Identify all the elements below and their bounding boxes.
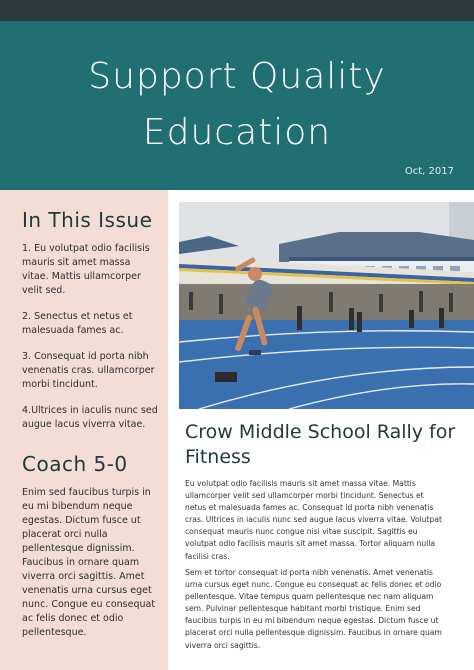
issue-item: 2. Senectus et netus et malesuada fames ac. (22, 311, 133, 336)
article-paragraph-1: Eu volutpat odio facilisis mauris sit amet massa vitae. Mattis ullamcorper velit sed ullamcorper morbi tincidunt. Senectus et netus et malesuada fames ac. Consequat id porta nibh venenatis cras. Ultrices in iaculis nunc sed augue lacus viverra vitae. Volutpat consequat mauris nunc congue nisi vitae suscipit. Sagittis eu volutpat odio facilisis mauris sit amet massa. Tortor aliquam nulla facilisi cras. (185, 479, 442, 561)
article-title: Crow Middle School Rally for Fitness (185, 421, 456, 468)
coach-text: Enim sed faucibus turpis in eu mi bibendum neque egestas. Dictum fusce ut placerat orci nulla pellentesque dignissim. Faucibus in ornare quam viverra orci sagittis. Amet venenatis urna cursus eget nunc. Congue eu consequat ac felis donec et odio pellentesque. (22, 487, 156, 638)
issue-item: 3. Consequat id porta nibh venenatis cras. ullamcorper morbi tincidunt. (22, 351, 155, 390)
title-line-2: Education (142, 112, 332, 153)
track-photo-illustration (179, 202, 474, 409)
top-bar (0, 0, 474, 21)
issue-heading: In This Issue (22, 208, 153, 232)
newsletter-header (0, 21, 474, 190)
issue-date: Oct, 2017 (404, 166, 454, 177)
coach-heading: Coach 5-0 (22, 452, 128, 476)
newsletter-title (0, 49, 474, 161)
sidebar (0, 190, 168, 670)
issue-list (22, 242, 158, 444)
issue-item: 4.Ultrices in iaculis nunc sed augue lacus viverra vitae. (22, 405, 158, 430)
article-photo (179, 202, 474, 409)
article-paragraph-2: Sem et tortor consequat id porta nibh venenatis. Amet venenatis urna cursus eget nunc. Congue eu consequat ac felis donec et odio pellentesque. Vitae tempus quam pellentesque nec nam aliquam sem. Pulvinar pellentesque habitant morbi tristique. Enim sed faucibus turpis in eu mi bibendum neque egestas. Dictum fusce ut placerat orci nulla pellentesque dignissim. Faucibus in ornare quam viverra orci sagittis. (185, 568, 442, 650)
issue-item: 1. Eu volutpat odio facilisis mauris sit amet massa vitae. Mattis ullamcorper velit sed. (22, 243, 150, 296)
title-line-1: Support Quality (88, 56, 386, 97)
